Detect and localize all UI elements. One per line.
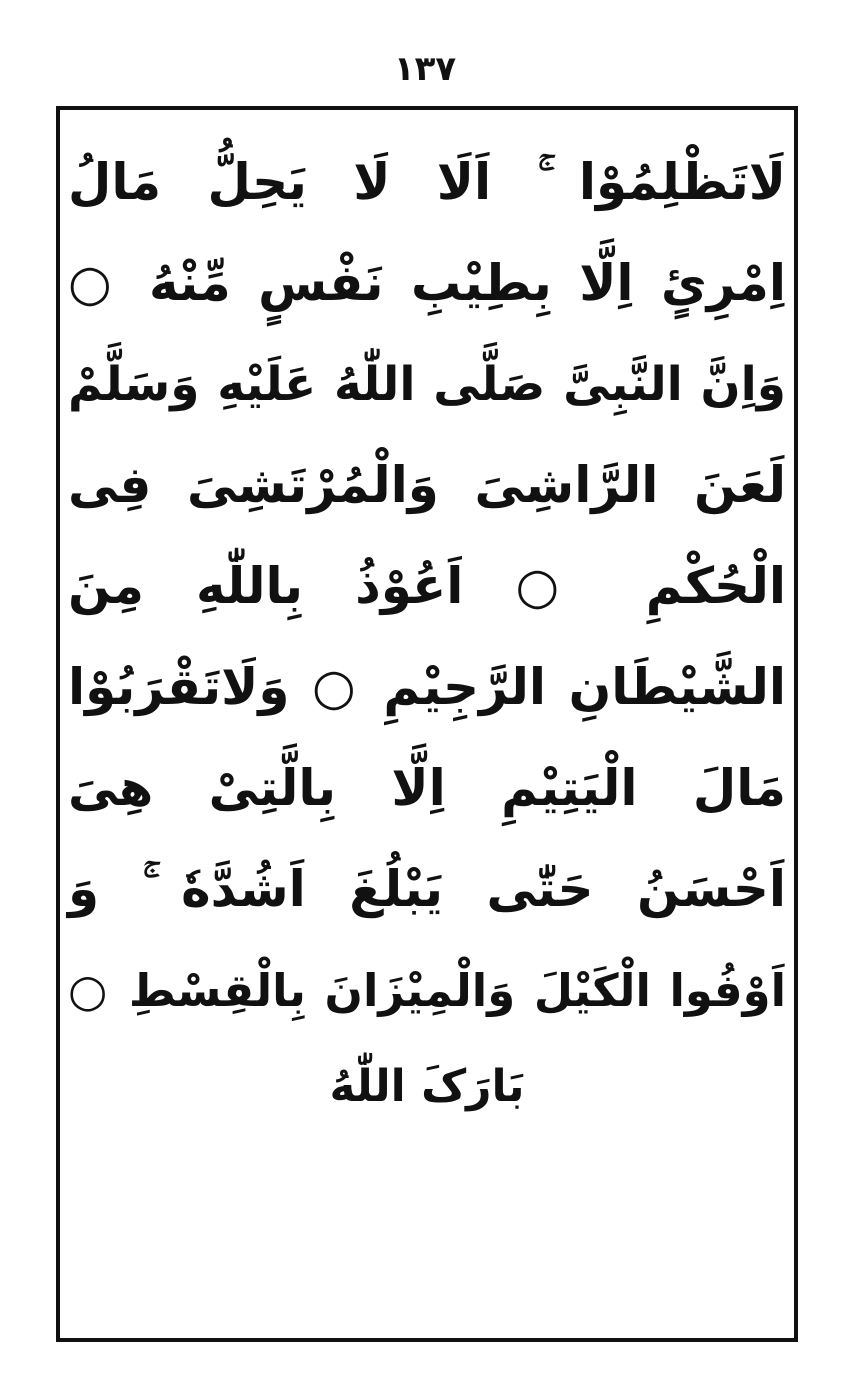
text-line: الْحُکْمِ ○ اَعُوْذُ بِاللّٰهِ مِنَ	[68, 557, 786, 615]
page-number: ١٣٧	[393, 49, 457, 89]
closing-phrase: بَارَکَ اللّٰهُ	[329, 1061, 525, 1112]
arabic-text-block	[60, 132, 794, 1041]
text-line: وَاِنَّ النَّبِیَّ صَلَّی اللّٰهُ عَلَیْهِ وَسَلَّمْ	[68, 357, 786, 412]
text-line: لَعَنَ الرَّاشِیَ وَالْمُرْتَشِیَ فِی	[68, 456, 786, 514]
text-frame	[56, 106, 798, 1342]
text-line: الشَّیْطَانِ الرَّجِیْمِ ○ وَلَاتَقْرَبُوْا	[68, 658, 786, 716]
text-line: مَالَ الْیَتِیْمِ اِلَّا بِالَّتِیْ هِیَ	[68, 759, 786, 817]
text-line: اَوْفُوا الْکَیْلَ وَالْمِیْزَانَ بِالْقِسْطِ ○	[68, 964, 786, 1017]
text-line: اَحْسَنُ حَتّٰی یَبْلُغَ اَشُدَّهٗ ۚ وَ	[68, 860, 786, 918]
text-line: لَاتَظْلِمُوْا ۚ اَلَا لَا یَحِلُّ مَالُ	[68, 153, 786, 211]
text-line: اِمْرِئٍ اِلَّا بِطِیْبِ نَفْسٍ مِّنْهُ ○	[68, 254, 786, 312]
